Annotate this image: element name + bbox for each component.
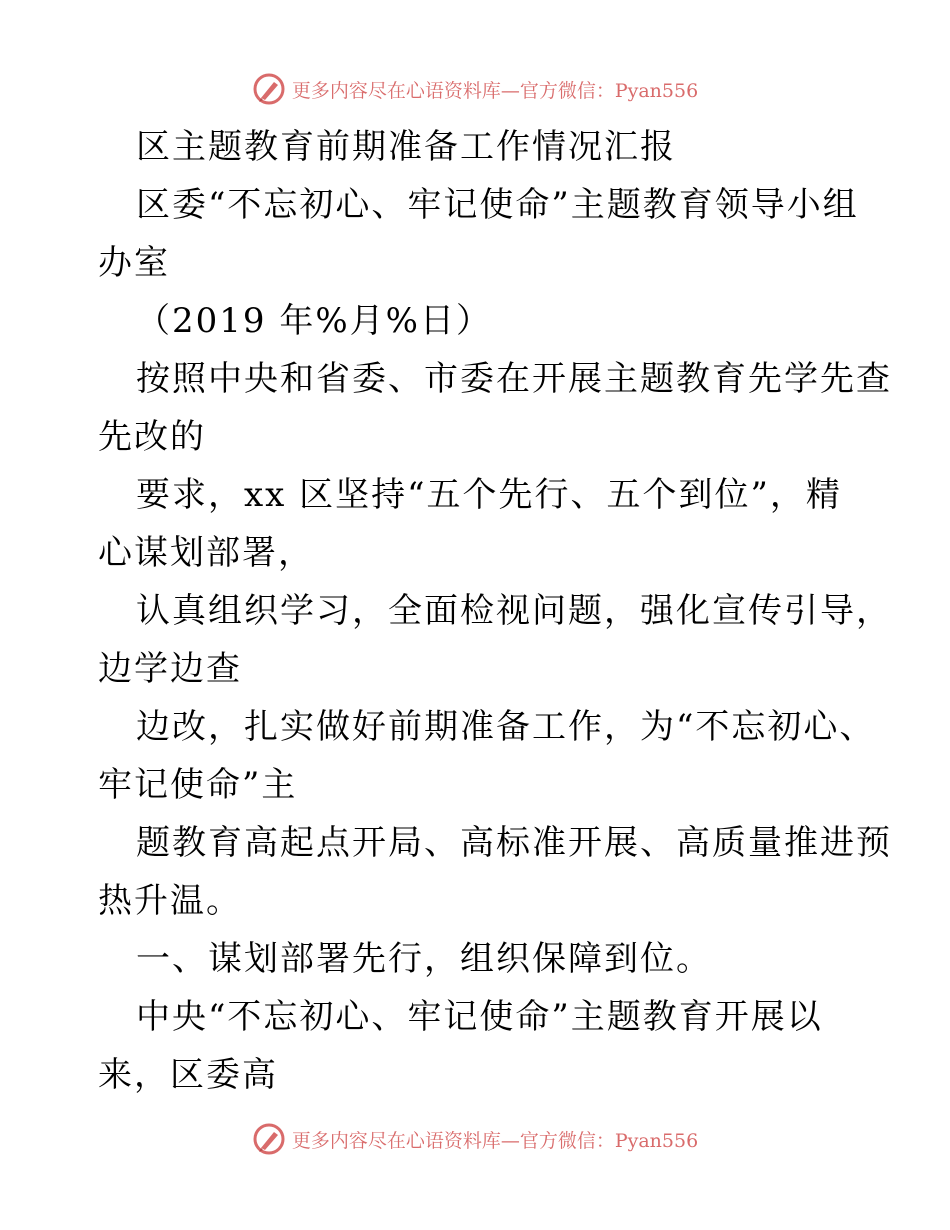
document-line: 题教育高起点开局、高标准开展、高质量推进预 bbox=[136, 823, 892, 863]
document-body bbox=[98, 118, 892, 1104]
header-watermark bbox=[0, 72, 950, 106]
document-line: 要求，xx 区坚持“五个先行、五个到位”，精 bbox=[136, 475, 842, 515]
document-line: 一、谋划部署先行，组织保障到位。 bbox=[136, 939, 712, 979]
document-line: 先改的 bbox=[98, 417, 206, 457]
document-line: 热升温。 bbox=[98, 881, 242, 921]
document-line: 按照中央和省委、市委在开展主题教育先学先查 bbox=[136, 359, 892, 399]
document-line: 心谋划部署， bbox=[98, 533, 314, 573]
document-line: 牢记使命”主 bbox=[98, 765, 298, 805]
footer-watermark bbox=[0, 1122, 950, 1156]
document-line: 区委“不忘初心、牢记使命”主题教育领导小组 bbox=[136, 185, 859, 225]
document-line: （2019 年%月%日） bbox=[136, 301, 492, 341]
footer-watermark-text: 更多内容尽在心语资料库—官方微信：Pyan556 bbox=[291, 1129, 699, 1152]
document-line: 边改，扎实做好前期准备工作，为“不忘初心、 bbox=[136, 707, 876, 747]
pen-logo-icon bbox=[252, 72, 286, 106]
pen-logo-icon bbox=[252, 1122, 286, 1156]
header-watermark-text: 更多内容尽在心语资料库—官方微信：Pyan556 bbox=[291, 79, 699, 102]
document-line: 中央“不忘初心、牢记使命”主题教育开展以 bbox=[136, 997, 823, 1037]
document-line: 认真组织学习，全面检视问题，强化宣传引导， bbox=[136, 591, 892, 631]
document-line: 办室 bbox=[98, 243, 170, 283]
document-line: 边学边查 bbox=[98, 649, 242, 689]
document-line: 区主题教育前期准备工作情况汇报 bbox=[136, 127, 676, 167]
document-line: 来，区委高 bbox=[98, 1055, 278, 1095]
